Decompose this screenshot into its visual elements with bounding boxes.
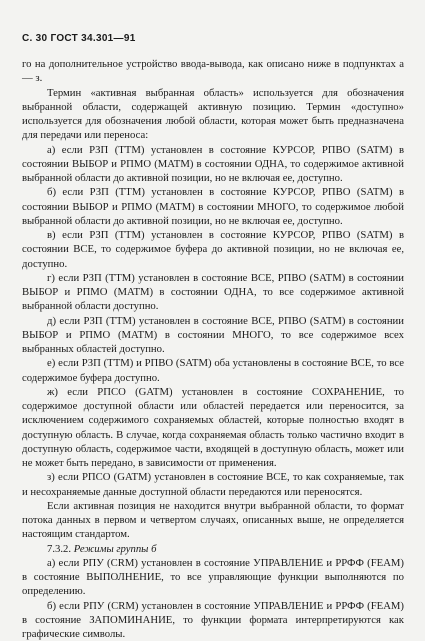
item-z: з) если РПСО (GATM) установлен в состояние ВСЕ, то как сохраняемые, так и несохраняемые данные доступной области передаются или переносятся. (22, 470, 404, 499)
item-d: д) если РЗП (TTM) установлен в состояние ВСЕ, РПВО (SATM) в состоянии ВЫБОР и РПМО (MATM) в состоянии МНОГО, то все содержимое всех выбранных областей доступно. (22, 314, 404, 357)
item-e: е) если РЗП (TTM) и РПВО (SATM) оба установлены в состояние ВСЕ, то все содержимое буфера доступно. (22, 356, 404, 385)
item-b-group-b: б) если РПУ (CRM) установлен в состояние УПРАВЛЕНИЕ и РРФФ (FEAM) в состояние ЗАПОМИНАНИЕ, то функции формата интерпретируются как графические символы. (22, 599, 404, 641)
section-heading (22, 542, 404, 556)
section-number: 7.3.2. (47, 543, 71, 555)
paragraph-continuation: го на дополнительное устройство ввода-вывода, как описано ниже в подпунктах а — з. (22, 57, 404, 86)
item-g: г) если РЗП (TTM) установлен в состояние ВСЕ, РПВО (SATM) в состоянии ВЫБОР и РПМО (MATM) в состоянии ОДНА, то все содержимое активной выбранной области доступно. (22, 271, 404, 314)
page-header: С. 30 ГОСТ 34.301—91 (22, 33, 136, 44)
item-v: в) если РЗП (TTM) установлен в состояние КУРСОР, РПВО (SATM) в состоянии ВСЕ, то содержимое буфера до активной позиции, но не включая ее, доступно. (22, 228, 404, 271)
item-a: а) если РЗП (TTM) установлен в состояние КУРСОР, РПВО (SATM) в состоянии ВЫБОР и РПМО (MATM) в состоянии ОДНА, то содержимое активной выбранной области до активной позиции, но не включая ее, доступно. (22, 143, 404, 186)
paragraph-terms: Термин «активная выбранная область» используется для обозначения выбранной области, содержащей активную позицию. Термин «доступно» используется для обозначения любой области, которая может быть предназначена для передачи или переноса: (22, 86, 404, 143)
item-b: б) если РЗП (TTM) установлен в состояние КУРСОР, РПВО (SATM) в состоянии ВЫБОР и РПМО (MATM) в состоянии МНОГО, то содержимое любой выбранной области до активной позиции, но не включая ее, доступно. (22, 185, 404, 228)
item-zh: ж) если РПСО (GATM) установлен в состояние СОХРАНЕНИЕ, то содержимое доступной области или областей передается или переносится, за исключением содержимого сохраняемых областей, которые полностью входят в доступную область. В случае, когда сохраняемая область только частично входит в доступную область, содержимое части, входящей в доступную область, может или не может быть передано, в зависимости от применения. (22, 385, 404, 471)
body-text (22, 57, 404, 641)
item-b-group-a: а) если РПУ (CRM) установлен в состояние УПРАВЛЕНИЕ и РРФФ (FEAM) в состояние ВЫПОЛНЕНИЕ, то все управляющие функции выполняются по определению. (22, 556, 404, 599)
section-title: Режимы группы б (74, 543, 157, 555)
paragraph-note: Если активная позиция не находится внутри выбранной области, то формат потока данных в первом и четвертом случаях, описанных выше, не определяется настоящим стандартом. (22, 499, 404, 542)
